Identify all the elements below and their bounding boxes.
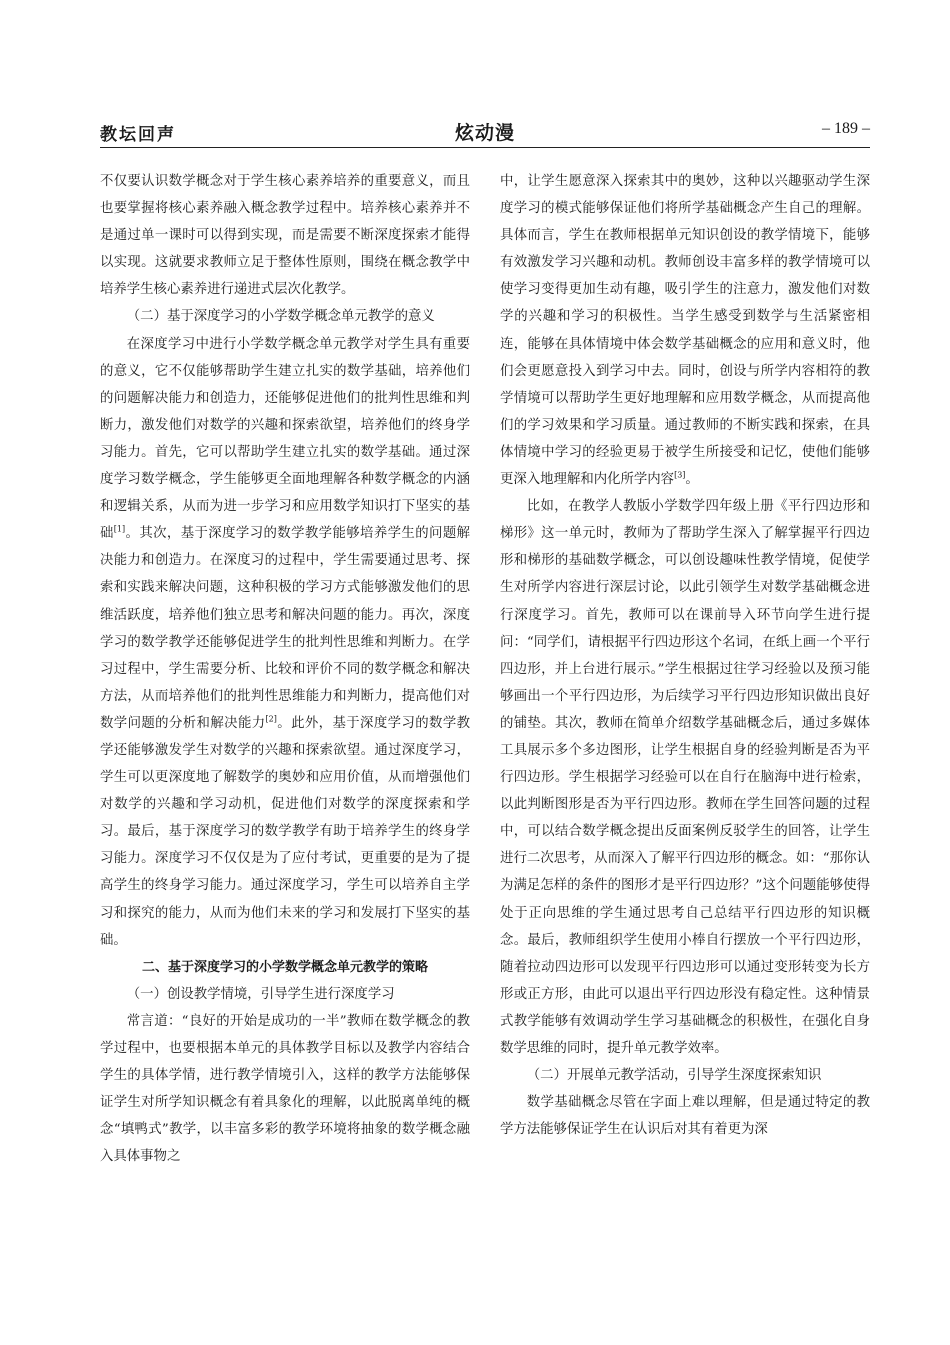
header-rule xyxy=(100,147,870,148)
paragraph: 常言道：“良好的开始是成功的一半”教师在数学概念的教学过程中，也要根据本单元的具体教学目标以及教学内容结合学生的具体学情，进行教学情境引入，这样的教学方法能够保证学生对所学知识概念有着具象化的理解，以此脱离单纯的概念“填鸭式”教学，以丰富多彩的教学环境将抽象的数学概念融入具体事物之 xyxy=(100,1013,470,1165)
subheading: （二）开展单元教学活动，引导学生深度探索知识 xyxy=(526,1068,822,1084)
citation-ref: [2] xyxy=(265,714,277,724)
section-heading: 二、基于深度学习的小学数学概念单元教学的策略 xyxy=(141,959,428,975)
paragraph-text: 中，让学生愿意深入探索其中的奥妙，这种以兴趣驱动学生深度学习的模式能够保证他们将所学基础概念产生自己的理解。具体而言，学生在教师根据单元知识创设的教学情境下，能够有效激发学习兴趣和动机。教师创设丰富多样的教学情境可以使学习变得更加生动有趣，吸引学生的注意力，激发他们对数学的兴趣和学习的积极性。当学生感受到数学与生活紧密相连，能够在具体情境中体会数学基础概念的应用和意义时，他们会更愿意投入到学习中去。同时，创设与所学内容相符的教学情境可以帮助学生更好地理解和应用数学概念，从而提高他们的学习效果和学习质量。通过教师的不断实践和探索，在具体情境中学习的经验更易于被学生所接受和记忆，使他们能够更深入地理解和内化所学内容 xyxy=(500,174,870,488)
paragraph xyxy=(500,168,870,493)
paragraph: 比如，在教学人教版小学数学四年级上册《平行四边形和梯形》这一单元时，教师为了帮助学生深入了解掌握平行四边形和梯形的基础数学概念，可以创设趣味性教学情境，促使学生对所学内容进行深层讨论，以此引领学生对数学基础概念进行深度学习。首先，教师可以在课前导入环节向学生进行提问：“同学们，请根据平行四边形这个名词，在纸上画一个平行四边形，并上台进行展示。”学生根据过往学习经验以及预习能够画出一个平行四边形，为后续学习平行四边形知识做出良好的铺垫。其次，教师在简单介绍数学基础概念后，通过多媒体工具展示多个多边图形，让学生根据自身的经验判断是否为平行四边形。学生根据学习经验可以在自行在脑海中进行检索，以此判断图形是否为平行四边形。教师在学生回答问题的过程中，可以结合数学概念提出反面案例反驳学生的回答，让学生进行二次思考，从而深入了解平行四边形的概念。如：“那你认为满足怎样的条件的图形才是平行四边形？”这个问题能够使得处于正向思维的学生通过思考自己总结平行四边形的知识概念。最后，教师组织学生使用小棒自行摆放一个平行四边形，随着拉动四边形可以发现平行四边形可以通过变形转变为长方形或正方形，由此可以退出平行四边形没有稳定性。这种情景式教学能够有效调动学生学习基础概念的积极性，在强化自身数学思维的同时，提升单元教学效率。 xyxy=(500,499,870,1056)
page-number: – 189 – xyxy=(822,120,870,137)
subheading: （二）基于深度学习的小学数学概念单元教学的意义 xyxy=(126,309,435,325)
paragraph-text: 。其次，基于深度学习的数学教学能够培养学生的问题解决能力和创造力。在深度习的过程中，学生需要通过思考、探索和实践来解决问题，这种积极的学习方式能够激发他们的思维活跃度，培养他们独立思考和解决问题的能力。再次，深度学习的数学教学还能够促进学生的批判性思维和判断力。在学习过程中，学生需要分析、比较和评价不同的数学概念和解决方法，从而培养他们的批判性思维能力和判断力，提高他们对数学问题的分析和解决能力 xyxy=(100,526,471,731)
left-column xyxy=(100,168,470,1170)
journal-title: 炫动漫 xyxy=(454,122,515,144)
subheading: （一）创设教学情境，引导学生进行深度学习 xyxy=(126,986,395,1002)
paragraph-text: 。 xyxy=(685,472,699,488)
page-header xyxy=(100,118,870,144)
paragraph: 数学基础概念尽管在字面上难以理解，但是通过特定的教学方法能够保证学生在认识后对其有着更为深 xyxy=(500,1095,870,1138)
paragraph xyxy=(100,331,470,954)
paragraph-text: 。此外，基于深度学习的数学教学还能够激发学生对数学的兴趣和探索欲望。通过深度学习，学生可以更深度地了解数学的奥妙和应用价值，从而增强他们对数学的兴趣和学习动机，促进他们对数学的深度探索和学习。最后，基于深度学习的数学教学有助于培养学生的终身学习能力。深度学习不仅仅是为了应付考试，更重要的是为了提高学生的终身学习能力。通过深度学习，学生可以培养自主学习和探究的能力，从而为他们未来的学习和发展打下坚实的基础。 xyxy=(100,715,471,948)
citation-ref: [3] xyxy=(674,470,686,480)
journal-column-name: 教坛回声 xyxy=(100,125,176,145)
citation-ref: [1] xyxy=(113,524,126,534)
paragraph-text: 在深度学习中进行小学数学概念单元教学对学生具有重要的意义，它不仅能够帮助学生建立扎实的数学基础，培养他们的问题解决能力和创造力，还能够促进他们的批判性思维和判断力，激发他们对数学的兴趣和探索欲望，培养他们的终身学习能力。首先，它可以帮助学生建立扎实的数学基础。通过深度学习数学概念，学生能够更全面地理解各种数学概念的内涵和逻辑关系，从而为进一步学习和应用数学知识打下坚实的基础 xyxy=(100,336,470,542)
paragraph: 不仅要认识数学概念对于学生核心素养培养的重要意义，而且也要掌握将核心素养融入概念教学过程中。培养核心素养并不是通过单一课时可以得到实现，而是需要不断深度探索才能得以实现。这就要求教师立足于整体性原则，围绕在概念教学中培养学生核心素养进行递进式层次化教学。 xyxy=(100,174,470,298)
right-column xyxy=(500,168,870,1143)
